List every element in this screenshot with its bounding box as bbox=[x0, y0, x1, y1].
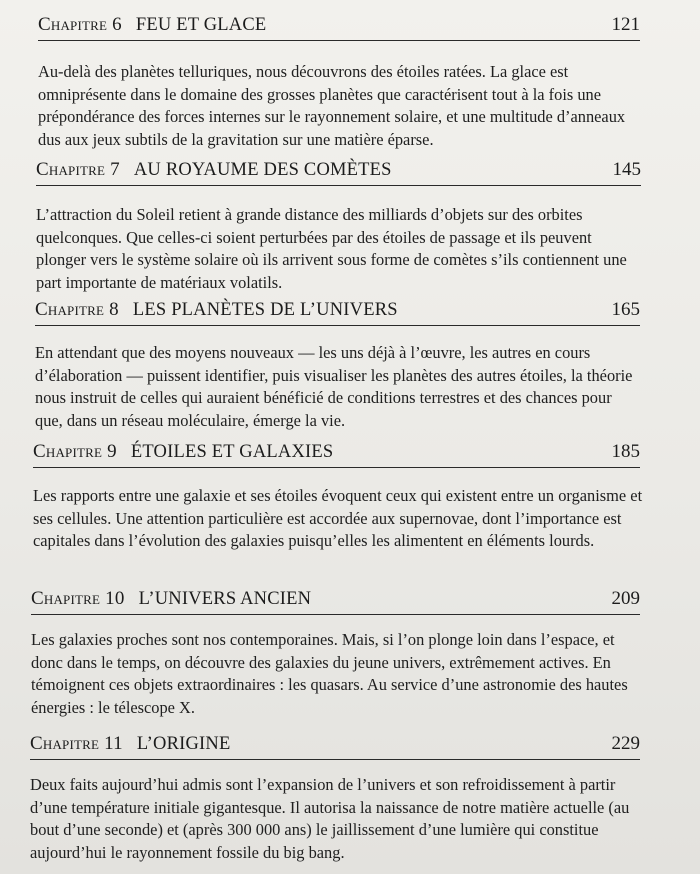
chapter-page-number: 121 bbox=[611, 14, 640, 35]
chapter-heading bbox=[35, 295, 640, 326]
chapter-title: FEU ET GLACE bbox=[135, 15, 267, 35]
chapter-summary: En attendant que des moyens nouveaux — les uns déjà à l’œuvre, les autres en cours d’élaboration — puissent identifier, puis visualiser les planètes des autres étoiles, la théorie nous instruit de celles qui auraient bénéficié de conditions terrestres et des chances pour que, dans un réseau moléculaire, émerge la vie. bbox=[35, 343, 633, 430]
chapter-summary: Les rapports entre une galaxie et ses étoiles évoquent ceux qui existent entre un organisme et ses cellules. Une attention particulière est accordée aux supernovae, dont l’importance est capitales dans l’évolution des galaxies puisqu’elles les alimentent en éléments lourds. bbox=[33, 486, 643, 551]
chapter-number: 9 bbox=[107, 441, 117, 462]
chapter-word: Chapitre bbox=[31, 588, 101, 609]
chapter-page-number: 165 bbox=[611, 299, 640, 320]
chapter-number: 11 bbox=[104, 733, 123, 754]
chapter-title: L’ORIGINE bbox=[136, 734, 231, 754]
chapter-summary: Au-delà des planètes telluriques, nous découvrons des étoiles ratées. La glace est omniprésente dans le domaine des grosses planètes que caractérisent tout à la fois une prépondérance des forces internes sur le rayonnement solaire, et une multitude d’anneaux dus aux jeux subtils de la gravitation sur une matière éparse. bbox=[38, 62, 626, 149]
chapter-word: Chapitre bbox=[36, 159, 106, 180]
chapter-heading bbox=[31, 584, 640, 615]
chapter-title: ÉTOILES ET GALAXIES bbox=[130, 442, 334, 462]
chapter-page-number: 145 bbox=[612, 159, 641, 180]
chapter-label bbox=[30, 733, 230, 755]
chapter-label bbox=[36, 159, 392, 181]
chapter-summary: L’attraction du Soleil retient à grande distance des milliards d’objets sur des orbites quelconques. Que celles-ci soient perturbées par des étoiles de passage et ils peuvent plonger vers le système solaire où ils arrivent sous forme de comètes s’ils contiennent une part importante de matériaux volatils. bbox=[36, 205, 627, 292]
chapter-heading bbox=[33, 437, 640, 468]
chapter-word: Chapitre bbox=[30, 733, 100, 754]
chapter-word: Chapitre bbox=[38, 14, 108, 35]
chapter-summary: Les galaxies proches sont nos contemporaines. Mais, si l’on plonge loin dans l’espace, et donc dans le temps, on découvre des galaxies du jeune univers, extrêmement actives. En témoignent ces objets extraordinaires : les quasars. Au service d’une astronomie des hautes énergies : le télescope X. bbox=[31, 630, 628, 717]
chapter-number: 7 bbox=[110, 159, 120, 180]
chapter-page-number: 185 bbox=[611, 441, 640, 462]
chapter-heading bbox=[36, 155, 641, 186]
chapter-summary: Deux faits aujourd’hui admis sont l’expansion de l’univers et son refroidissement à partir d’une température initiale gigantesque. Il autorisa la naissance de notre matière actuelle (au bout d’une seconde) et (après 300 000 ans) le jaillissement d’une lumière qui constitue aujourd’hui le rayonnement fossile du big bang. bbox=[30, 775, 630, 862]
chapter-title: AU ROYAUME DES COMÈTES bbox=[133, 160, 392, 180]
chapter-title: L’UNIVERS ANCIEN bbox=[138, 589, 312, 609]
chapter-title: LES PLANÈTES DE L’UNIVERS bbox=[132, 300, 398, 320]
chapter-number: 6 bbox=[112, 14, 122, 35]
chapter-word: Chapitre bbox=[33, 441, 103, 462]
chapter-label bbox=[31, 588, 311, 610]
chapter-page-number: 229 bbox=[611, 733, 640, 754]
chapter-label bbox=[38, 14, 266, 36]
chapter-heading bbox=[30, 729, 640, 760]
chapter-number: 8 bbox=[109, 299, 119, 320]
chapter-heading bbox=[38, 10, 640, 41]
chapter-word: Chapitre bbox=[35, 299, 105, 320]
chapter-label bbox=[35, 299, 398, 321]
chapter-label bbox=[33, 441, 333, 463]
chapter-page-number: 209 bbox=[611, 588, 640, 609]
chapter-number: 10 bbox=[105, 588, 125, 609]
